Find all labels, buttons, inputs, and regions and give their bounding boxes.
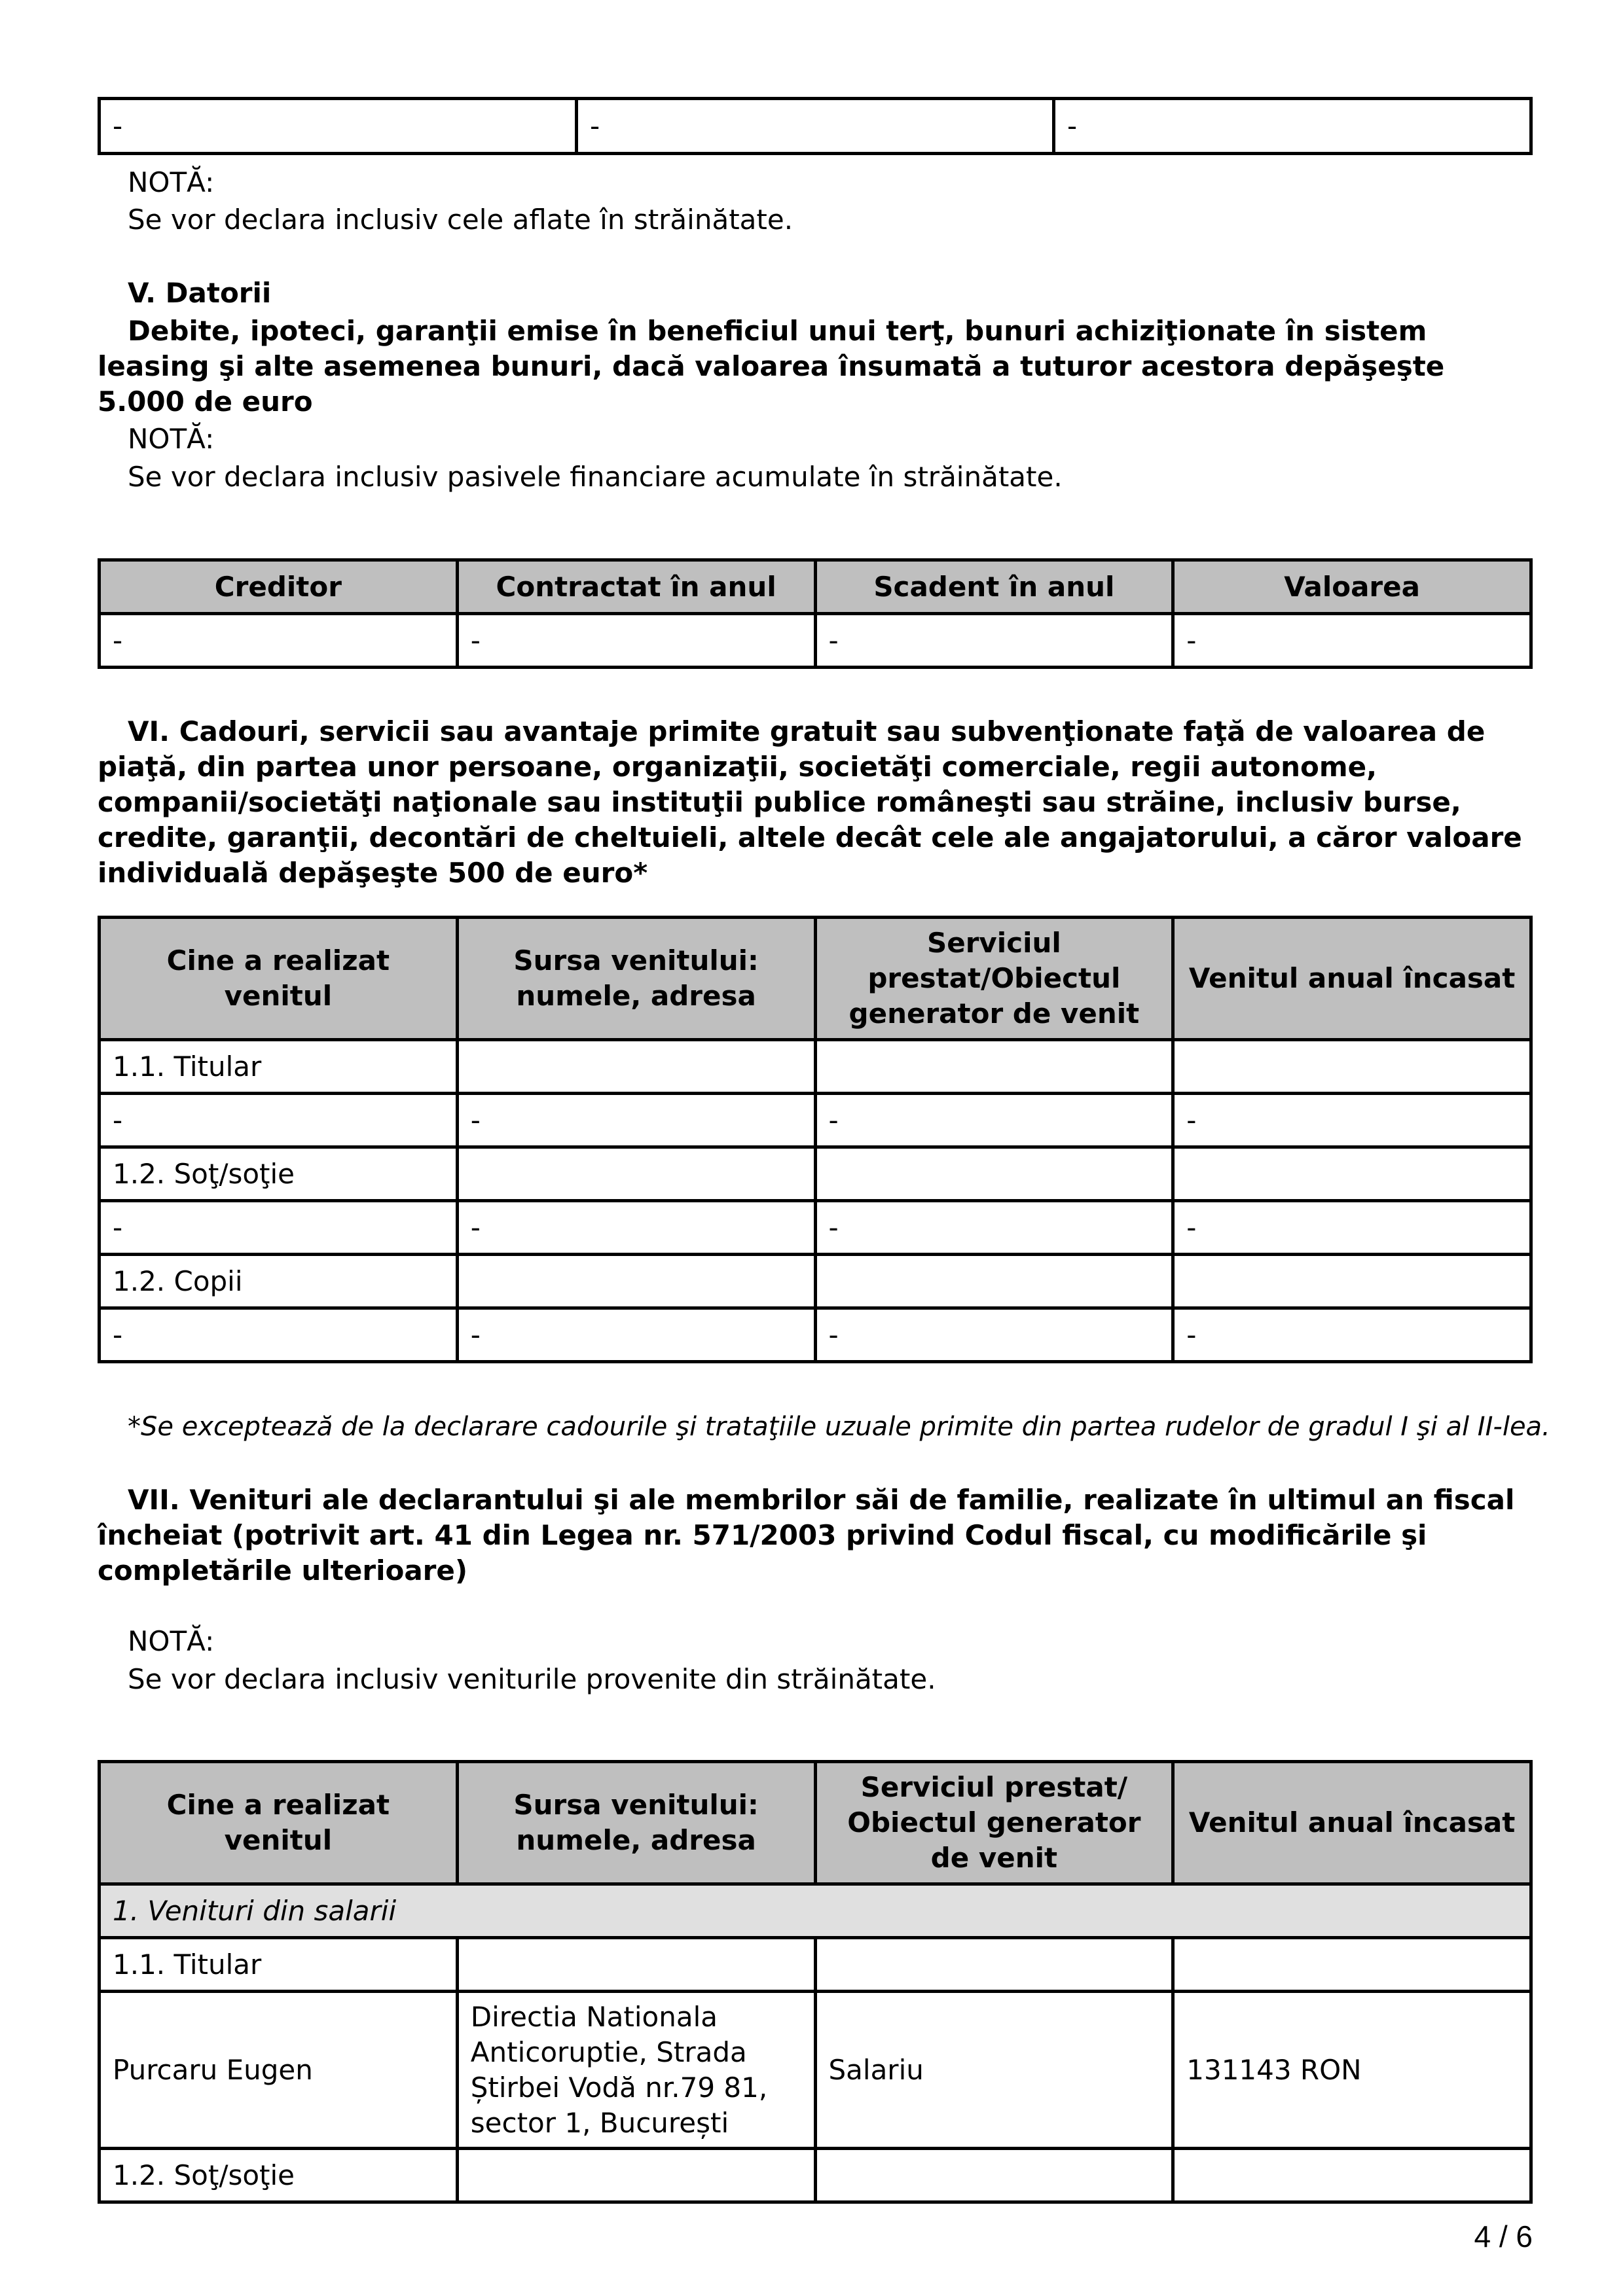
column-header: Cine a realizat venitul (100, 918, 458, 1040)
table-cell: Purcaru Eugen (100, 1992, 458, 2149)
nota-text: Se vor declara inclusiv cele aflate în străinătate. (128, 204, 793, 236)
section-title: V. Datorii (128, 277, 272, 309)
column-header: Serviciul prestat/Obiectul generator de venit (815, 918, 1173, 1040)
table-row (100, 1147, 1531, 1201)
table-cell: - (815, 1094, 1173, 1147)
column-header: Venitul anual încasat (1173, 1762, 1531, 1884)
table-cell: Salariu (815, 1992, 1173, 2149)
table-cell (815, 1040, 1173, 1094)
debts-table (98, 558, 1533, 669)
table-cell: - (1054, 99, 1531, 154)
table-cell (815, 1938, 1173, 1992)
nota-label: NOTĂ: (128, 1625, 215, 1657)
table-cell: - (1173, 1094, 1531, 1147)
table-cell (1173, 1040, 1531, 1094)
table-cell (815, 1255, 1173, 1308)
section-description: Debite, ipoteci, garanţii emise în beneficiul unui terţ, bunuri achiziţionate în sistem leasing şi alte asemenea bunuri, dacă valoarea însumată a tuturor acestora depăşeşte 5.000 de euro (98, 315, 1445, 418)
table-row (100, 1201, 1531, 1255)
table-cell: - (100, 614, 458, 668)
section-title: VII. Venituri ale declarantului şi ale membrilor săi de familie, realizate în ultimul an fiscal încheiat (potrivit art. 41 din Legea nr. 571/2003 privind Codul fiscal, cu modificările şi completările ulterioare) (98, 1484, 1515, 1587)
table-cell: - (100, 1201, 458, 1255)
table-cell: - (815, 614, 1173, 668)
table-cell: - (1173, 1308, 1531, 1362)
nota-text: Se vor declara inclusiv pasivele financiare acumulate în străinătate. (128, 461, 1063, 493)
table-cell: - (457, 1308, 815, 1362)
table-cell (1173, 1938, 1531, 1992)
column-header: Serviciul prestat/ Obiectul generator de venit (815, 1762, 1173, 1884)
table-cell (457, 1147, 815, 1201)
section-title: VI. Cadouri, servicii sau avantaje primite gratuit sau subvenţionate faţă de valoarea de piaţă, din partea unor persoane, organizaţii, societăţi comerciale, regii autonome, companii/societăţi naţionale sau instituţii publice româneşti sau străine, inclusiv burse, credite, garanţii, decontări de cheltuieli, altele decât cele ale angajatorului, a căror valoare individuală depăşeşte 500 de euro* (98, 715, 1522, 889)
column-header: Sursa venitului: numele, adresa (457, 918, 815, 1040)
column-header: Sursa venitului: numele, adresa (457, 1762, 815, 1884)
table-row (100, 1255, 1531, 1308)
table-cell: - (457, 1094, 815, 1147)
table-cell: - (815, 1308, 1173, 1362)
table-cell: - (100, 99, 577, 154)
table-cell: 1.2. Soţ/soţie (100, 1147, 458, 1201)
table-cell: - (1173, 1201, 1531, 1255)
table-cell (815, 2149, 1173, 2202)
table-cell: - (457, 614, 815, 668)
nota-label: NOTĂ: (128, 166, 215, 198)
table-cell: 1.1. Titular (100, 1040, 458, 1094)
income-table (98, 1760, 1533, 2204)
table-row (100, 614, 1531, 668)
table-cell: - (1173, 614, 1531, 668)
table-row (100, 2149, 1531, 2202)
column-header: Cine a realizat venitul (100, 1762, 458, 1884)
table-cell: 1.1. Titular (100, 1938, 458, 1992)
table-row (100, 1094, 1531, 1147)
table-cell: - (100, 1308, 458, 1362)
table-cell: - (577, 99, 1054, 154)
table-cell (457, 1255, 815, 1308)
column-header: Creditor (100, 560, 458, 614)
table-cell (457, 2149, 815, 2202)
table-cell (457, 1938, 815, 1992)
table-row (100, 1938, 1531, 1992)
table-row (100, 1992, 1531, 2149)
table-cell: 131143 RON (1173, 1992, 1531, 2149)
column-header: Scadent în anul (815, 560, 1173, 614)
table-row (100, 1040, 1531, 1094)
table-cell (1173, 2149, 1531, 2202)
column-header: Contractat în anul (457, 560, 815, 614)
footnote: *Se exceptează de la declarare cadourile şi trataţiile uzuale primite din partea rudelor de gradul I şi al II-lea. (128, 1412, 1550, 1442)
gifts-table (98, 916, 1533, 1363)
assets-table-continued (98, 97, 1533, 155)
table-cell: - (815, 1201, 1173, 1255)
page-number: 4 / 6 (1474, 2219, 1533, 2253)
table-cell (1173, 1147, 1531, 1201)
table-cell: 1.2. Soţ/soţie (100, 2149, 458, 2202)
table-cell: - (457, 1201, 815, 1255)
nota-label: NOTĂ: (128, 423, 215, 455)
nota-text: Se vor declara inclusiv veniturile provenite din străinătate. (128, 1663, 936, 1695)
table-cell (1173, 1255, 1531, 1308)
table-cell: - (100, 1094, 458, 1147)
table-subheader-row (100, 1884, 1531, 1938)
table-cell (815, 1147, 1173, 1201)
table-cell: 1.2. Copii (100, 1255, 458, 1308)
column-header: Venitul anual încasat (1173, 918, 1531, 1040)
table-cell: Directia Nationala Anticoruptie, Strada Știrbei Vodă nr.79 81, sector 1, București (457, 1992, 815, 2149)
column-header: Valoarea (1173, 560, 1531, 614)
table-subheader: 1. Venituri din salarii (100, 1884, 1531, 1938)
table-cell (457, 1040, 815, 1094)
table-row (100, 1308, 1531, 1362)
